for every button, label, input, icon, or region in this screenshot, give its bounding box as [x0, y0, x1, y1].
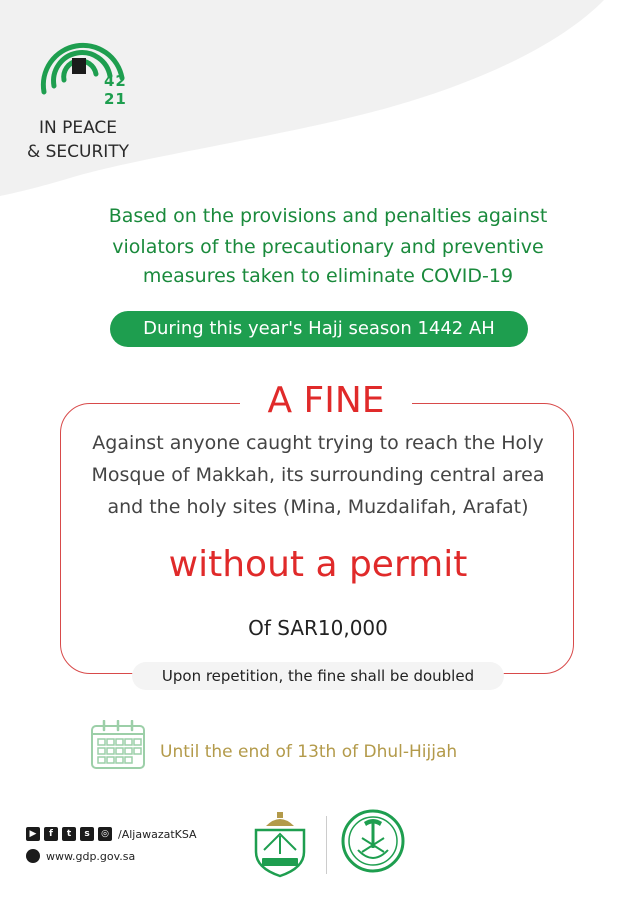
social-handle[interactable]: /AljawazatKSA: [118, 827, 197, 841]
snapchat-icon[interactable]: s: [80, 827, 94, 841]
logo-number-top: 42: [104, 72, 127, 90]
twitter-icon[interactable]: t: [62, 827, 76, 841]
fine-description-line-3: and the holy sites (Mina, Muzdalifah, Arafat): [107, 496, 529, 518]
without-permit-emphasis: without a permit: [168, 544, 468, 585]
headline-line-2: violators of the precautionary and preventive: [112, 236, 544, 258]
logo-number-bottom: 21: [104, 90, 127, 108]
social-links: [26, 826, 197, 842]
headline-line-3: measures taken to eliminate COVID-19: [142, 265, 514, 287]
fine-description-line-1: Against anyone caught trying to reach the Holy: [92, 432, 544, 454]
website-row: [26, 848, 135, 864]
repetition-note: Upon repetition, the fine shall be doubled: [132, 662, 504, 690]
facebook-icon[interactable]: f: [44, 827, 58, 841]
ministry-of-interior-emblem: [340, 808, 406, 874]
globe-icon: [26, 849, 40, 863]
youtube-icon[interactable]: ▶: [26, 827, 40, 841]
headline-line-1: Based on the provisions and penalties against: [108, 205, 548, 227]
fine-title: A FINE: [240, 378, 412, 424]
website-link[interactable]: www.gdp.gov.sa: [46, 849, 136, 863]
slogan-line-2: & SECURITY: [26, 142, 130, 162]
fine-description-line-2: Mosque of Makkah, its surrounding central area: [91, 464, 545, 486]
instagram-icon[interactable]: ◎: [98, 827, 112, 841]
deadline-text: Until the end of 13th of Dhul-Hijjah: [160, 742, 458, 762]
fine-amount: Of SAR10,000: [248, 616, 388, 640]
slogan-line-1: IN PEACE: [38, 118, 118, 138]
season-banner: During this year's Hajj season 1442 AH: [110, 311, 528, 347]
passports-directorate-emblem: [244, 806, 316, 878]
calendar-icon: [90, 720, 146, 770]
emblem-divider: [326, 816, 327, 874]
